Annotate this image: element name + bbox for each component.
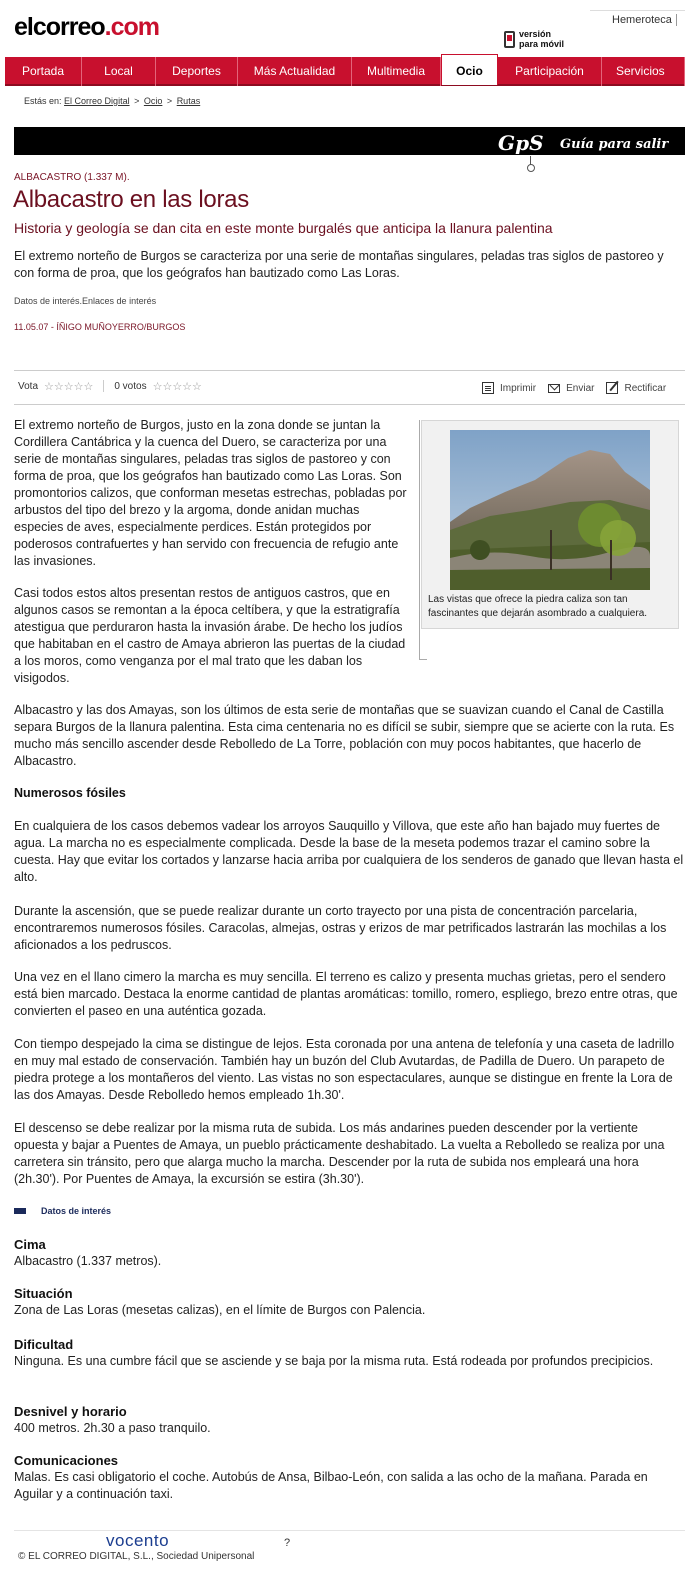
breadcrumb: [24, 96, 200, 106]
vote-stars[interactable]: ☆☆☆☆☆: [44, 380, 94, 393]
breadcrumb-rutas[interactable]: Rutas: [176, 96, 201, 106]
site-header: [0, 0, 685, 56]
datos-header-label: Datos de interés: [41, 1206, 112, 1216]
nav-portada[interactable]: Portada: [5, 57, 82, 86]
datos-header: [14, 1206, 111, 1216]
article-subtitle: Historia y geología se dan cita en este monte burgalés que anticipa la llanura palentina: [14, 220, 553, 236]
envelope-icon: [548, 384, 560, 393]
print-label: Imprimir: [500, 382, 537, 394]
divider: [14, 404, 685, 405]
divider: [14, 370, 685, 371]
copyright: © EL CORREO DIGITAL, S.L., Sociedad Unipersonal: [18, 1551, 255, 1562]
send-button[interactable]: [548, 383, 594, 394]
breadcrumb-separator: >: [166, 96, 173, 106]
send-label: Enviar: [566, 382, 595, 394]
vocento-logo[interactable]: vocento: [106, 1531, 170, 1550]
photo-box: [421, 420, 679, 629]
breadcrumb-el-correo-digital[interactable]: El Correo Digital: [64, 96, 130, 106]
datos-desc-desnivel: 400 metros. 2h.30 a paso tranquilo.: [14, 1421, 211, 1435]
photo-frame-line: [419, 420, 420, 660]
square-icon: [14, 1208, 26, 1214]
breadcrumb-ocio[interactable]: Ocio: [143, 96, 163, 106]
article-paragraph: En cualquiera de los casos debemos vadear los arroyos Sauquillo y Villova, que este año han bajado muy fuertes de agua. La marcha no es especialmente complicada. Desde la base de la meseta podemos trazar el camino sobre la cuesta. Hay que evitar los cortados y lanzarse hacia arriba por cualquiera de los senderos de ganado que llevan hasta el alto.: [14, 819, 684, 884]
footer-qmark: ?: [284, 1537, 291, 1549]
article-subheading: Numerosos fósiles: [14, 786, 126, 800]
datos-term-situacion: Situación: [14, 1286, 73, 1301]
article-paragraph: Albacastro y las dos Amayas, son los últimos de esta serie de montañas que se suavizan cuando el Canal de Castilla separa Burgos de la llanura palentina. Esta cima centenaria no es difícil se subir, siempre que se acierte con la ruta. Es mucho más sencillo ascender desde Rebolledo de La Torre, población con muy pocos habitantes, que hacerlo de Albacastro.: [14, 703, 675, 768]
article-paragraph: Con tiempo despejado la cima se distingue de lejos. Esta coronada por una antena de telefonía y una caseta de ladrillo en muy mal estado de conservación. También hay un buzón del Club Avutardas, de Padilla de Duero. Un parapeto de piedra protege a los montañeros del viento. Las vistas no son espectaculares, aunque se distingue en frente la Lora de las dos Amayas. Desde Rebolledo hemos empleado 1h.30'.: [14, 1037, 675, 1102]
hemeroteca-link[interactable]: Hemeroteca: [612, 14, 677, 26]
correct-label: Rectificar: [624, 382, 667, 394]
nav-deportes[interactable]: Deportes: [156, 57, 238, 86]
mobile-version-link[interactable]: [504, 29, 564, 49]
votes-count: 0 votos: [114, 380, 147, 392]
article-actions: [482, 382, 666, 394]
nav-multimedia[interactable]: Multimedia: [352, 57, 441, 86]
mobile-line2: para móvil: [519, 39, 565, 49]
datos-term-cima: Cima: [14, 1237, 46, 1252]
divider: [103, 380, 104, 392]
main-nav: [5, 57, 685, 86]
vote-bar: [18, 378, 202, 394]
nav-local[interactable]: Local: [82, 57, 156, 86]
nav-ocio[interactable]: Ocio: [441, 54, 498, 85]
nav-servicios[interactable]: Servicios: [602, 57, 685, 86]
article-paragraph: Una vez en el llano cimero la marcha es muy sencilla. El terreno es calizo y presenta muchas grietas, pero el sendero está bien marcado. Destaca la enorme cantidad de plantas aromáticas: tomillo, romero, espliego, brezo entre otras, que convierten el paseo en una auténtica gozada.: [14, 970, 678, 1018]
article-paragraph: Durante la ascensión, que se puede realizar durante un corto trayecto por una pista de concentración parcelaria, encontraremos numerosos fósiles. Caracolas, almejas, ostras y erizos de mar petrificados lastrarán las mochilas a los aficionados a los pedruscos.: [14, 904, 667, 952]
article-paragraph: Casi todos estos altos presentan restos de antiguos castros, que en algunos casos se remontan a la época celtíbera, y que la estratigrafía atestigua que perduraron hasta la invasión árabe. De hecho los judíos que habitaban en el castro de Amaya abrieron las puertas de la ciudad a los moros, como venganza por el mal trato que les daban los visigodos.: [14, 586, 406, 685]
article-title: Albacastro en las loras: [13, 186, 249, 213]
printer-icon: [482, 382, 494, 394]
vote-label: Vota: [18, 380, 39, 392]
datos-term-dificultad: Dificultad: [14, 1337, 74, 1352]
article-paragraph: El descenso se debe realizar por la misma ruta de subida. Los más andarines pueden descender por la vertiente opuesta y bajar a Puentes de Amaya, un pueblo prácticamente deshabitado. La vuelta a Rebolledo se realiza por una carretera sin tránsito, pero que alarga mucho la marcha. Descender por la ruta de subida nos empleará una hora (2h.30'). Por Puentes de Amaya, la excursión se estira (3h.30').: [14, 1121, 665, 1186]
datos-desc-situacion: Zona de Las Loras (mesetas calizas), en el límite de Burgos con Palencia.: [14, 1303, 426, 1317]
rating-stars: ☆☆☆☆☆: [152, 380, 202, 393]
header-divider: [590, 10, 685, 11]
print-button[interactable]: [482, 382, 536, 394]
datos-desc-comunicaciones: Malas. Es casi obligatorio el coche. Autobús de Ansa, Bilbao-León, con salida a las ocho de la mañana. Parada en Aguilar y a continuación taxi.: [14, 1470, 648, 1501]
datos-term-comunicaciones: Comunicaciones: [14, 1453, 119, 1468]
photo-caption: Las vistas que ofrece la piedra caliza son tan fascinantes que dejarán asombrado a cualquiera.: [428, 594, 648, 619]
correct-button[interactable]: [606, 382, 666, 394]
landscape-photo[interactable]: [450, 430, 650, 590]
breadcrumb-separator: >: [134, 96, 140, 106]
article-links[interactable]: Datos de interés.Enlaces de interés: [14, 296, 157, 306]
nav-mas-actualidad[interactable]: Más Actualidad: [238, 57, 352, 86]
edit-icon: [606, 382, 618, 394]
gps-subtitle: Guía para salir: [560, 137, 669, 152]
article-lead: El extremo norteño de Burgos se caracteriza por una serie de montañas singulares, peladas tras siglos de pastoreo y con forma de proa, que los geógrafos han bautizado como Las Loras.: [14, 249, 664, 280]
article-kicker: ALBACASTRO (1.337 M).: [14, 172, 130, 183]
breadcrumb-prefix: Estás en:: [24, 96, 62, 106]
nav-participacion[interactable]: Participación: [498, 57, 602, 86]
datos-term-desnivel: Desnivel y horario: [14, 1404, 127, 1419]
article-byline: 11.05.07 - ÍÑIGO MUÑOYERRO/BURGOS: [14, 322, 186, 332]
datos-desc-dificultad: Ninguna. Es una cumbre fácil que se asciende y se baja por la misma ruta. Está rodeada por profundos precipicios.: [14, 1354, 654, 1368]
mobile-line1: versión: [519, 29, 552, 39]
article-paragraph: El extremo norteño de Burgos, justo en la zona donde se juntan la Cordillera Cantábrica y la cuenca del Duero, se caracteriza por una serie de montañas singulares, peladas tras siglos de pastoreo y con forma de proa, que los geógrafos han bautizado como Las Loras. Son promontorios calizos, que conforman mesetas estrechas, pobladas por arbustos del tipo del brezo y la argoma, donde anidan muchas especies de aves, especialmente perdices. Están protegidos por poderosos contrafuertes y han servido con frecuencia de refugio ante las invasiones.: [14, 418, 407, 568]
photo-frame-line: [419, 659, 427, 660]
site-logo[interactable]: elcorreo.com: [14, 13, 160, 41]
gps-logo: GpS: [498, 131, 544, 155]
gps-pin-icon: [527, 156, 535, 170]
datos-desc-cima: Albacastro (1.337 metros).: [14, 1254, 162, 1268]
mobile-phone-icon: [504, 31, 515, 48]
